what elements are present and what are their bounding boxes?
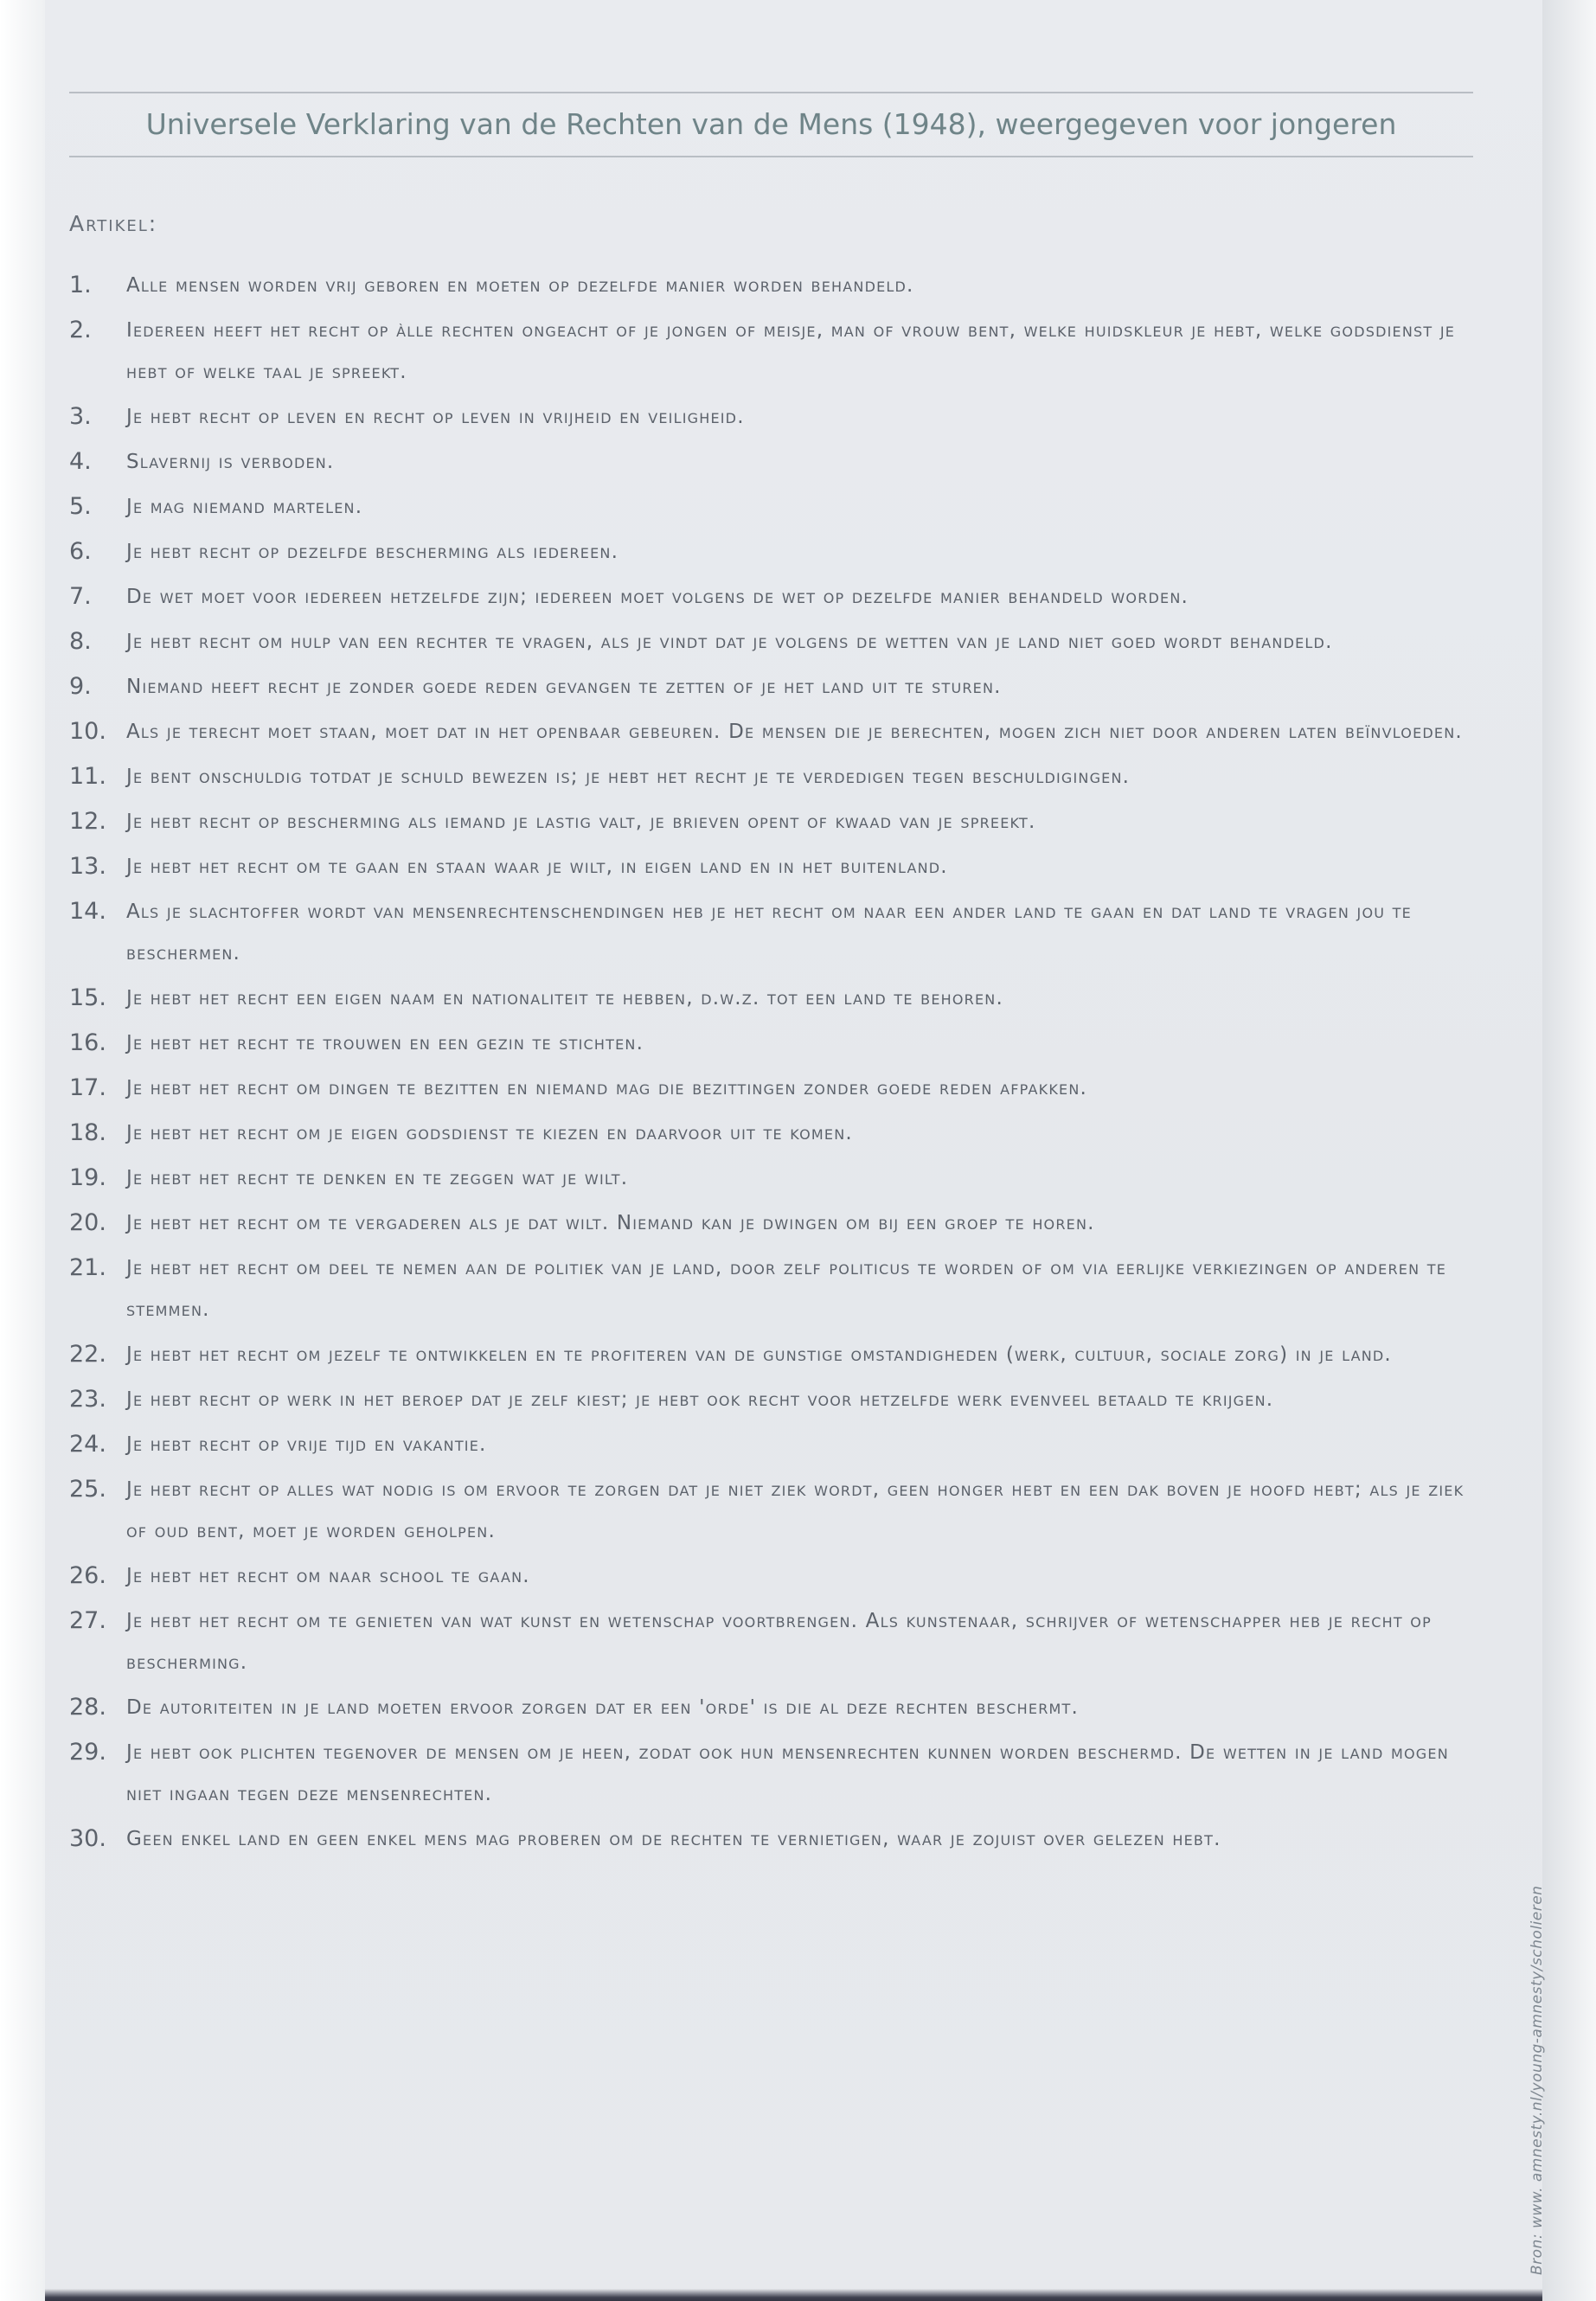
article-text: Je hebt het recht om je eigen godsdienst te kiezen en daarvoor uit te komen. [126,1122,853,1144]
article-item [69,846,1479,888]
article-text: Als je slachtoffer wordt van mensenrechtenschendingen heb je het recht om naar een ander land te gaan en dat land te vragen jou te beschermen. [126,901,1412,965]
article-text: Je hebt het recht om te genieten van wat kunst en wetenschap voortbrengen. Als kunstenaar, schrijver of wetenschapper heb je recht op bescherming. [126,1610,1432,1674]
article-number: 14. [69,898,106,925]
article-number: 20. [69,1209,106,1236]
article-number: 10. [69,718,106,745]
article-item [69,1202,1479,1244]
article-item [69,396,1479,438]
article-text: De autoriteiten in je land moeten ervoor zorgen dat er een 'orde' is die al deze rechten beschermt. [126,1696,1080,1719]
article-item [69,1247,1479,1330]
article-item [69,1112,1479,1154]
article-number: 6. [69,538,92,565]
article-text: Je hebt recht op vrije tijd en vakantie. [126,1433,487,1456]
article-number: 15. [69,984,106,1011]
section-label: Artikel: [69,211,158,236]
article-text: Je hebt het recht om naar school te gaan. [126,1565,530,1587]
article-item [69,1687,1479,1728]
title-rule-bottom [69,156,1473,157]
article-number: 1. [69,272,92,298]
article-list [69,265,1479,1863]
article-number: 16. [69,1029,106,1056]
article-text: Je hebt het recht om dingen te bezitten en niemand mag die bezittingen zonder goede reden afpakken. [126,1077,1087,1099]
article-number: 13. [69,853,106,880]
article-number: 23. [69,1386,106,1413]
article-text: Je hebt het recht om deel te nemen aan de politiek van je land, door zelf politicus te worden of om via eerlijke verkiezingen op anderen te stemmen. [126,1257,1447,1321]
article-item [69,531,1479,573]
article-number: 3. [69,403,92,430]
article-number: 21. [69,1254,106,1281]
article-text: Je hebt het recht een eigen naam en nationaliteit te hebben, d.w.z. tot een land te behoren. [126,987,1003,1009]
article-item [69,1334,1479,1375]
article-item [69,977,1479,1019]
title-rule-top [69,92,1473,93]
article-item [69,1600,1479,1683]
article-text: Je hebt recht om hulp van een rechter te vragen, als je vindt dat je volgens de wetten van je land niet goed wordt behandeld. [126,631,1333,653]
article-number: 17. [69,1074,106,1101]
article-text: Je hebt het recht om jezelf te ontwikkelen en te profiteren van de gunstige omstandigheden (werk, cultuur, sociale zorg) in je land. [126,1343,1392,1366]
article-text: Als je terecht moet staan, moet dat in het openbaar gebeuren. De mensen die je berechten, mogen zich niet door anderen laten beïnvloeden. [126,721,1463,743]
article-text: De wet moet voor iedereen hetzelfde zijn; iedereen moet volgens de wet op dezelfde manier behandeld worden. [126,586,1189,608]
article-item [69,1157,1479,1199]
article-number: 27. [69,1607,106,1634]
article-text: Je hebt recht op werk in het beroep dat je zelf kiest; je hebt ook recht voor hetzelfde werk evenveel betaald te krijgen. [126,1388,1274,1411]
article-item [69,1469,1479,1552]
article-text: Je hebt het recht om te gaan en staan waar je wilt, in eigen land en in het buitenland. [126,856,948,878]
article-text: Je hebt recht op dezelfde bescherming als iedereen. [126,541,619,563]
article-item [69,1732,1479,1815]
scan-bottom-edge [45,2289,1542,2301]
article-text: Je hebt ook plichten tegenover de mensen om je heen, zodat ook hun mensenrechten kunnen worden beschermd. De wetten in je land mogen niet ingaan tegen deze mensenrechten. [126,1741,1449,1805]
article-text: Je mag niemand martelen. [126,496,363,518]
scan-left-margin [0,0,45,2301]
article-number: 2. [69,317,92,343]
article-number: 7. [69,583,92,610]
article-item [69,1022,1479,1064]
article-number: 26. [69,1562,106,1589]
article-item [69,1067,1479,1109]
article-item [69,756,1479,798]
article-number: 5. [69,493,92,520]
article-text: Je hebt recht op bescherming als iemand je lastig valt, je brieven opent of kwaad van je spreekt. [126,811,1036,833]
article-item [69,1555,1479,1597]
article-text: Je hebt recht op leven en recht op leven in vrijheid en veiligheid. [126,406,745,428]
article-item [69,666,1479,708]
article-text: Iedereen heeft het recht op àlle rechten ongeacht of je jongen of meisje, man of vrouw bent, welke huidskleur je hebt, welke godsdienst je hebt of welke taal je spreekt. [126,319,1456,383]
article-number: 29. [69,1739,106,1766]
article-text: Je hebt het recht te trouwen en een gezin te stichten. [126,1032,644,1054]
article-item [69,621,1479,663]
article-text: Niemand heeft recht je zonder goede reden gevangen te zetten of je het land uit te sturen. [126,676,1002,698]
article-number: 24. [69,1431,106,1458]
article-text: Je bent onschuldig totdat je schuld bewezen is; je hebt het recht je te verdedigen tegen beschuldigingen. [126,766,1131,788]
article-number: 18. [69,1119,106,1146]
article-number: 8. [69,628,92,655]
article-text: Slavernij is verboden. [126,451,335,473]
article-text: Je hebt recht op alles wat nodig is om ervoor te zorgen dat je niet ziek wordt, geen honger hebt en een dak boven je hoofd hebt; als je ziek of oud bent, moet je worden geholpen. [126,1478,1465,1542]
article-number: 28. [69,1694,106,1721]
scan-right-margin [1542,0,1596,2301]
article-number: 4. [69,448,92,475]
article-number: 25. [69,1476,106,1503]
article-number: 19. [69,1164,106,1191]
article-item [69,801,1479,843]
article-text: Je hebt het recht te denken en te zeggen wat je wilt. [126,1167,629,1189]
article-text: Alle mensen worden vrij geboren en moeten op dezelfde manier worden behandeld. [126,274,914,297]
article-text: Geen enkel land en geen enkel mens mag proberen om de rechten te vernietigen, waar je zojuist over gelezen hebt. [126,1828,1221,1850]
article-item [69,486,1479,528]
article-item [69,265,1479,306]
article-item [69,310,1479,393]
article-number: 30. [69,1825,106,1852]
article-item [69,711,1479,753]
article-number: 12. [69,808,106,835]
article-text: Je hebt het recht om te vergaderen als je dat wilt. Niemand kan je dwingen om bij een groep te horen. [126,1212,1095,1234]
article-item [69,1424,1479,1465]
article-item [69,441,1479,483]
article-number: 22. [69,1341,106,1368]
article-number: 9. [69,673,92,700]
article-item [69,891,1479,974]
document-title: Universele Verklaring van de Rechten van de Mens (1948), weergegeven voor jongeren [145,107,1397,141]
article-item [69,576,1479,618]
article-item [69,1818,1479,1860]
article-item [69,1379,1479,1420]
article-number: 11. [69,763,106,790]
source-credit: Bron: www. amnesty.nl/young-amnesty/scholieren [1529,1885,1546,2275]
